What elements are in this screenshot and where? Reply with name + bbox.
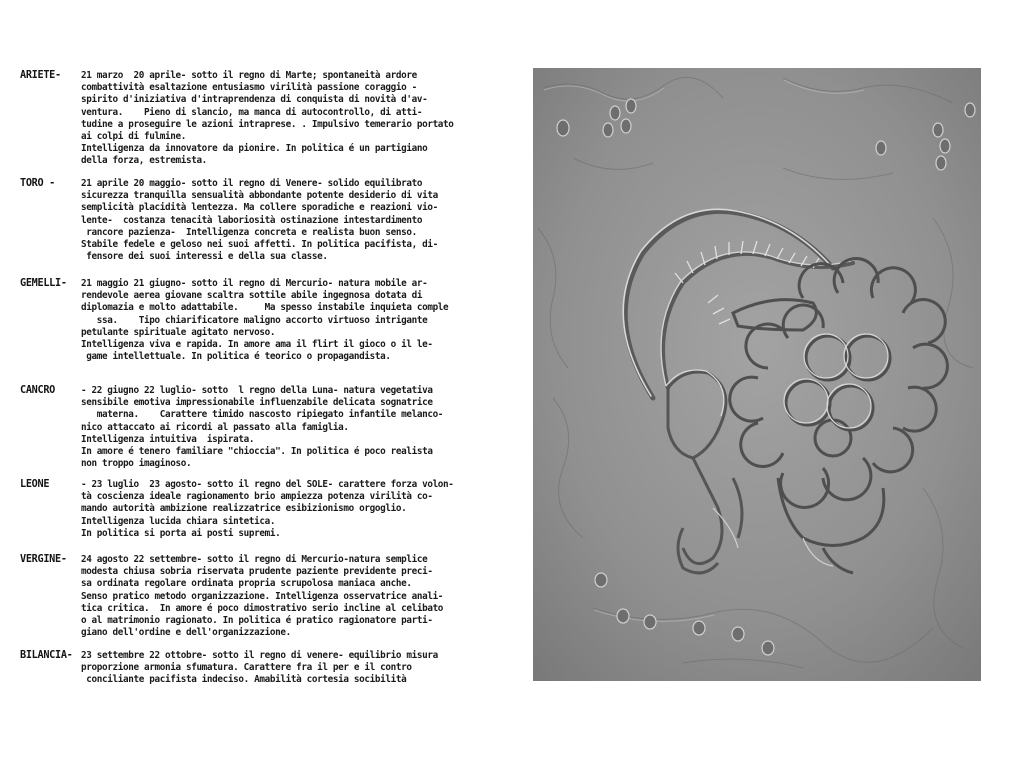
entry-line: rancore pazienza- Intelligenza concreta e realista buon senso. — [81, 226, 417, 238]
entry-line: Intelligenza lucida chiara sintetica. — [81, 515, 276, 527]
entry-line: combattività esaltazione entusiasmo virilità passione coraggio - — [81, 82, 417, 94]
entry-line: Intelligenza viva e rapida. In amore ama il flirt il gioco o il le- — [81, 339, 433, 351]
entry-line: rendevole aerea giovane scaltra sottile abile ingegnosa dotata di — [81, 290, 423, 302]
entry-line: mando autorità ambizione realizzatrice esibizionismo orgoglio. — [81, 503, 407, 515]
entry-line: modesta chiusa sobria riservata prudente paziente previdente preci- — [81, 566, 433, 578]
entry-line: 21 aprile 20 maggio- sotto il regno di Venere- solido equilibrato — [81, 178, 423, 189]
entry-line: spirito d'iniziativa d'intraprendenza di conquista di novità d'av- — [81, 94, 428, 106]
entry-line: ai colpi di fulmine. — [81, 131, 186, 143]
ram-relief-image — [533, 68, 981, 681]
entry-line: - 22 giugno 22 luglio- sotto l regno della Luna- natura vegetativa — [81, 385, 433, 396]
entry-line: proporzione armonia sfumatura. Carattere fra il per e il contro — [81, 662, 412, 674]
stone-surface — [533, 68, 981, 681]
entry-line: 21 marzo 20 aprile- sotto il regno di Marte; spontaneità ardore — [81, 70, 417, 81]
entry-line: fensore dei suoi interessi e della sua classe. — [81, 251, 328, 263]
entry-text — [81, 70, 525, 168]
entry-line: 21 maggio 21 giugno- sotto il regno di Mercurio- natura mobile ar- — [81, 278, 428, 289]
entry-line: Senso pratico metodo organizzazione. Intelligenza osservatrice anali- — [81, 590, 444, 602]
entry-line: ssa. Tipo chiarificatore maligno accorto virtuoso intrigante — [81, 314, 428, 326]
entry-line: Intelligenza intuitiva ispirata. — [81, 433, 255, 445]
entry-line: tudine a proseguire le azioni intraprese. . Impulsivo temerario portato — [81, 118, 454, 130]
entry-line: 24 agosto 22 settembre- sotto il regno di Mercurio-natura semplice — [81, 554, 428, 565]
entry-line: materna. Carattere timido nascosto ripiegato infantile melanco- — [81, 409, 444, 421]
entry-line: 23 settembre 22 ottobre- sotto il regno di venere- equilibrio misura — [81, 650, 438, 661]
entry-text — [81, 178, 525, 263]
sign-name: CANCRO — [20, 385, 56, 396]
entry-line: semplicità placidità lentezza. Ma collere sporadiche e reazioni vio- — [81, 202, 438, 214]
entry-line: petulante spirituale agitato nervoso. — [81, 326, 276, 338]
entry-line: sensibile emotiva impressionabile influenzabile delicata sognatrice — [81, 397, 433, 409]
entry-line: nico attaccato ai ricordi al passato alla famiglia. — [81, 421, 349, 433]
entry-line: diplomazia e molto adattabile. Ma spesso instabile inquieta comple — [81, 302, 449, 314]
entry-line: tà coscienza ideale ragionamento brio ampiezza potenza virilità co- — [81, 491, 433, 503]
entry-line: In politica si porta ai posti supremi. — [81, 527, 281, 539]
entry-line: game intellettuale. In politica é teorico o propagandista. — [81, 351, 391, 363]
sign-name: VERGINE- — [20, 554, 67, 565]
sign-name: GEMELLI- — [20, 278, 67, 289]
entry-line: sa ordinata regolare ordinata propria scrupolosa maniaca anche. — [81, 578, 412, 590]
entry-line: o al matrimonio ragionato. In politica é pratico ragionatore parti- — [81, 615, 433, 627]
entry-line: conciliante pacifista indeciso. Amabilità cortesia socibilità — [81, 674, 407, 686]
entry-line: non troppo imaginoso. — [81, 458, 192, 470]
entry-line: lente- costanza tenacità laboriosità ostinazione intestardimento — [81, 214, 423, 226]
entry-text — [81, 278, 525, 363]
sign-name: TORO - — [20, 178, 56, 189]
entry-line: giano dell'ordine e dell'organizzazione. — [81, 627, 291, 639]
ram-relief-photo — [533, 68, 981, 681]
sign-name: ARIETE- — [20, 70, 61, 81]
entry-line: In amore é tenero familiare "chioccia". In politica é poco realista — [81, 446, 433, 458]
entry-line: - 23 luglio 23 agosto- sotto il regno del SOLE- carattere forza volon- — [81, 479, 454, 490]
entry-line: Intelligenza da innovatore da pionire. In politica é un partigiano — [81, 143, 428, 155]
entry-text — [81, 554, 525, 639]
entry-line: sicurezza tranquilla sensualità abbondante potente desiderio di vita — [81, 190, 438, 202]
entry-text — [81, 385, 525, 470]
entry-line: della forza, estremista. — [81, 155, 207, 167]
entry-line: tica critica. In amore é poco dimostrativo serio incline al celibato — [81, 602, 444, 614]
entry-line: ventura. Pieno di slancio, ma manca di autocontrollo, di atti- — [81, 106, 423, 118]
sign-name: LEONE — [20, 479, 50, 490]
sign-name: BILANCIA- — [20, 650, 73, 661]
entry-line: Stabile fedele e geloso nei suoi affetti. In politica pacifista, di- — [81, 239, 438, 251]
entry-text — [81, 650, 525, 687]
entry-text — [81, 479, 525, 540]
